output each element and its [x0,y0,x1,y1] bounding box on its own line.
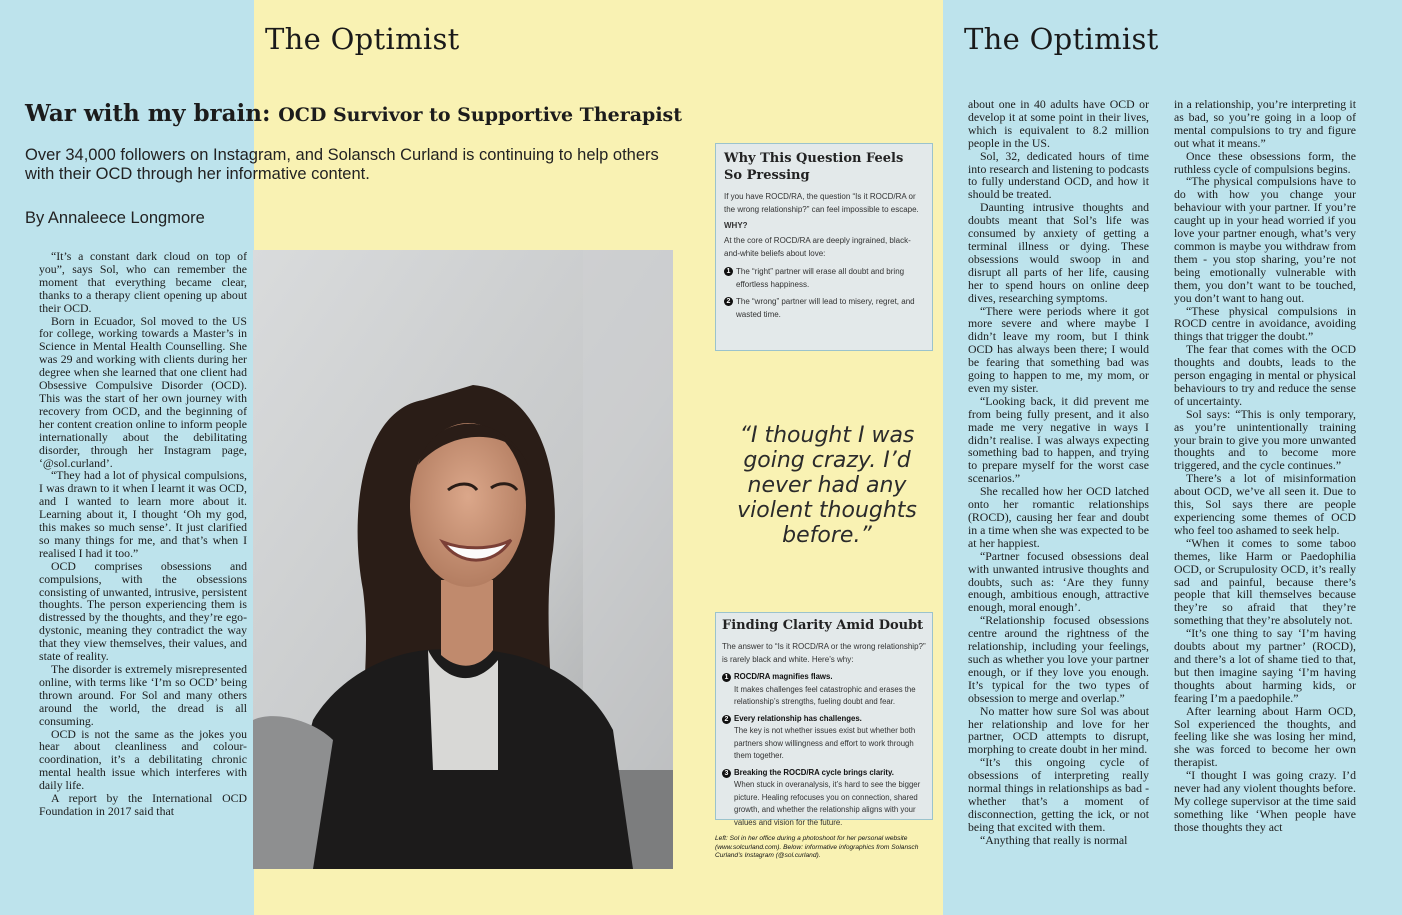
box-item-content [734,767,926,830]
paragraph: “These physical compulsions in ROCD centre in avoidance, avoiding things that trigger the doubt.” [1174,303,1356,344]
paragraph: about one in 40 adults have OCD or develop it at some point in their lives, which is equivalent to 8.2 million people in the US. [968,98,1149,150]
box-item [724,295,924,321]
box-item-head: Breaking the ROCD/RA cycle brings clarity. [734,767,894,777]
paragraph: in a relationship, you’re interpreting it as bad, so you’re going in a loop of mental compulsions to try and figure out what it means.” [1174,98,1356,150]
paragraph: Daunting intrusive thoughts and doubts meant that Sol’s life was consumed by anxiety of getting a terminal illness or dying. These obsessions would swoop in and disrupt all parts of her life, causing her to spend hours on online deep dives, researching symptoms. [968,200,1149,305]
box-item [724,265,924,291]
box-item-text: The key is not whether issues exist but whether both partners show willingness and effort to work through them together. [734,726,916,760]
paragraph: After learning about Harm OCD, Sol experienced the thoughts, and feeling like she was losing her mind, she was forced to become her own therapist. [1174,703,1356,770]
paragraph: Born in Ecuador, Sol moved to the US for college, working towards a Master’s in Science in Mental Health Counselling. She was 29 and working with clients during her degree when she learned that one client had Obsessive Compulsive Disorder (OCD). This was the start of her own journey with recovery from OCD, and the beginning of her content creation online to inform people internationally about the debilitating disorder, through her Instagram page, ‘@sol.curland’. [39,313,247,470]
paragraph: No matter how sure Sol was about her relationship and love for her partner, OCD attempts to disrupt, morphing to create doubt in her mind. [968,703,1149,757]
box-item [722,767,926,830]
paragraph: “Looking back, it did prevent me from being fully present, and it also made me very negative in ways I didn’t realise. I was always expecting something bad to happen, and trying to prepare myself for the worst case scenarios.” [968,393,1149,486]
paragraph: “It’s a constant dark cloud on top of you”, says Sol, who can remember the moment that everything became clear, thanks to a therapy client opening up about their OCD. [39,250,247,315]
portrait-photo [253,250,673,869]
article-column-2 [968,98,1149,873]
box-intro: If you have ROCD/RA, the question “Is it ROCD/RA or the wrong relationship?” can feel impossible to escape. [724,192,919,214]
paragraph: “It’s this ongoing cycle of obsessions of interpreting really normal things in relationships as bad - whether that’s a moment of disconnection, getting the ick, or not being that excited with them. [968,755,1149,834]
byline: By Annaleece Longmore [25,209,205,227]
box-item-text: The “wrong” partner will lead to misery, regret, and wasted time. [736,297,915,319]
number-badge: 1 [722,673,731,682]
paragraph: OCD comprises obsessions and compulsions, with the obsessions consisting of unwanted, intrusive, persistent thoughts. The person experiencing them is distressed by the thoughts, and they’re ego-dystonic, meaning they contradict the way that they view themselves, their values, and state of reality. [39,558,247,664]
article-column-3 [1174,98,1356,873]
number-badge: 2 [724,297,733,306]
article-column-1 [39,250,247,870]
photo-caption: Left: Sol in her office during a photoshoot for her personal website (www.solcurland.com). Below: informative infographics from Solansch Curland’s Instagram (@sol.curland). [715,835,919,860]
paragraph: “When it comes to some taboo themes, like Harm or Paedophilia OCD, or Scrupulosity OCD, it’s really sad and painful, because there’s people that kill themselves because they’re so afraid that they’re something that they’re absolutely not. [1174,535,1356,628]
box-item-head: Every relationship has challenges. [734,713,862,723]
paragraph: There’s a lot of misinformation about OCD, we’ve all seen it. Due to this, Sol says there are people experiencing some themes of OCD who feel too ashamed to seek help. [1174,471,1356,537]
box-item [722,671,926,709]
number-badge: 3 [722,769,731,778]
paragraph: “Partner focused obsessions deal with unwanted intrusive thoughts and doubts, such as: ‘Are they funny enough, ambitious enough, attractive enough, moral enough’. [968,548,1149,615]
box-item-text: When stuck in overanalysis, it’s hard to see the bigger picture. Healing refocuses you on connection, shared growth, and whether the relationship aligns with your values and vision for the future. [734,780,921,827]
infographic-why-pressing [715,143,933,351]
number-badge: 2 [722,715,731,724]
pull-quote: “I thought I was going crazy. I’d never had any violent thoughts before.” [737,423,917,548]
box-item-content [734,671,926,709]
headline-lead: War with my brain: [25,100,271,127]
number-badge: 1 [724,267,733,276]
paragraph: Sol says: “This is only temporary, as you’re unintentionally training your brain to give you more unwanted thoughts and to become more triggered, and the cycle continues.” [1174,406,1356,473]
paragraph: “They had a lot of physical compulsions, I was drawn to it when I learnt it was OCD, and I wanted to learn more about it. Learning about it, I thought ‘Oh my god, this makes so much sense’. It just clarified so many things for me, and that’s when I realised I had it too.” [39,468,247,560]
paragraph: The fear that comes with the OCD thoughts and doubts, leads to the person engaging in mental or physical behaviours to try and reduce the sense of uncertainty. [1174,342,1356,408]
paragraph: Once these obsessions form, the ruthless cycle of compulsions begins. [1174,148,1356,176]
paragraph: “Relationship focused obsessions centre around the rightness of the relationship, including your feelings, such as whether you love your partner enough, or if they love you enough. It’s typical for the two types of obsession to merge and overlap.” [968,613,1149,705]
box-item-head: ROCD/RA magnifies flaws. [734,672,833,681]
box-subheading: WHY? [724,221,748,230]
infographic-finding-clarity [715,612,933,827]
masthead-left: The Optimist [265,22,460,56]
box-item-text: It makes challenges feel catastrophic and erases the relationship’s strengths, fueling doubt and fear. [734,684,916,706]
standfirst: Over 34,000 followers on Instagram, and Solansch Curland is continuing to help others with their OCD through her informative content. [25,146,659,183]
box-item-content [734,713,926,763]
paragraph: “I thought I was going crazy. I’d never had any violent thoughts before. My college supervisor at the time said something like ‘When people have those thoughts they act [1174,768,1356,834]
paragraph: OCD is not the same as the jokes you hear about cleanliness and colour-coordination, it’s a debilitating chronic mental health issue which interferes with daily life. [39,726,247,793]
paragraph: She recalled how her OCD latched onto her romantic relationships (ROCD), causing her fear and doubt in a time when she was expected to be at her happiest. [968,484,1149,550]
box-item [722,713,926,763]
box-item-text: The “right” partner will erase all doubt and bring effortless happiness. [736,267,905,289]
paragraph: “The physical compulsions have to do with how you change your behaviour with your partner. If you’re caught up in your head worried if you love your partner enough, what’s very common is maybe you withdraw from them - you stop sharing, you’re not being emotionally vulnerable with them, you don’t want to be touched, you don’t want to hang out. [1174,174,1356,305]
box-title: Finding Clarity Amid Doubt [722,618,924,633]
paragraph: Sol, 32, dedicated hours of time into research and listening to podcasts to fully understand OCD, and how it should be treated. [968,148,1149,202]
paragraph: The disorder is extremely misrepresented online, with terms like ‘I’m so OCD’ being thrown around. For Sol and many others around the world, the dread is all consuming. [39,662,247,728]
box-title: Why This Question Feels So Pressing [724,151,904,183]
headline-rest: OCD Survivor to Supportive Therapist [278,104,683,126]
paragraph: “It’s one thing to say ‘I’m having doubts about my partner’ (ROCD), and there’s a lot of shame tied to that, but then imagine saying ‘I’m having thoughts about harming kids, or fearing I’m a paedophile.” [1174,626,1356,705]
paragraph: “There were periods where it got more severe and where maybe I didn’t leave my room, but I think OCD has always been there; I would be fearing that something bad was going to happen to me, my mom, or even my sister. [968,303,1149,395]
headline [25,100,725,127]
box-intro: The answer to “Is it ROCD/RA or the wrong relationship?” is rarely black and white. Here’s why: [722,642,926,664]
box-lead: At the core of ROCD/RA are deeply ingrained, black-and-white beliefs about love: [724,236,911,258]
paragraph: A report by the International OCD Foundation in 2017 said that [39,791,247,818]
masthead-right: The Optimist [964,22,1159,56]
paragraph: “Anything that really is normal [980,832,1128,847]
